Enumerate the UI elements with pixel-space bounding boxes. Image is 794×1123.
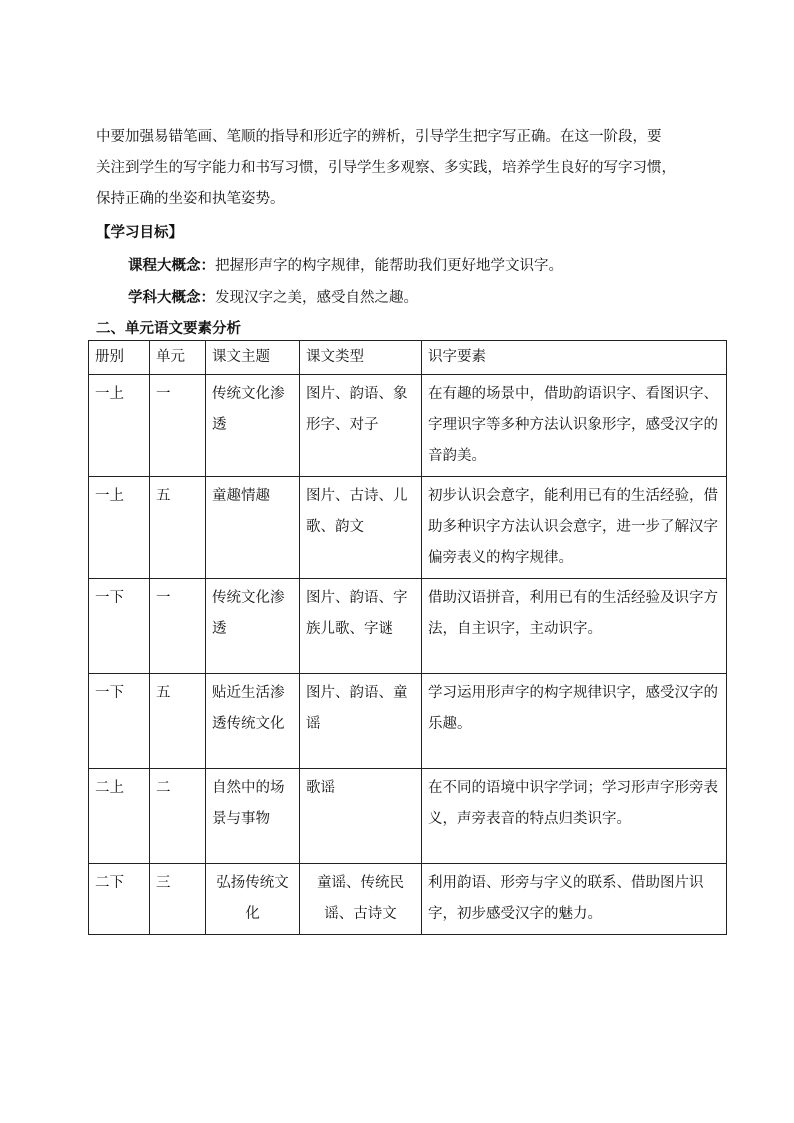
cell-elements: 利用韵语、形旁与字义的联系、借助图片识字，初步感受汉字的魅力。 — [422, 864, 727, 935]
cell-theme: 贴近生活渗透传统文化 — [206, 674, 300, 769]
table-row — [89, 477, 727, 579]
learning-goals-heading: 【学习目标】 — [96, 225, 183, 241]
intro-line: 中要加强易错笔画、笔顺的指导和形近字的辨析，引导学生把字写正确。在这一阶段，要 — [96, 129, 662, 145]
intro-line: 保持正确的坐姿和执笔姿势。 — [96, 191, 285, 207]
cell-book: 二下 — [89, 864, 150, 935]
table-row — [89, 769, 727, 864]
cell-elements: 学习运用形声字的构字规律识字，感受汉字的乐趣。 — [422, 674, 727, 769]
cell-unit: 一 — [150, 579, 206, 674]
cell-unit: 二 — [150, 769, 206, 864]
cell-type: 图片、韵语、象形字、对子 — [300, 375, 422, 477]
cell-book: 一下 — [89, 579, 150, 674]
header-unit: 单元 — [150, 341, 206, 375]
cell-unit: 五 — [150, 674, 206, 769]
cell-elements: 在不同的语境中识字学词；学习形声字形旁表义，声旁表音的特点归类识字。 — [422, 769, 727, 864]
table-row — [89, 579, 727, 674]
cell-theme: 童趣情趣 — [206, 477, 300, 579]
header-book: 册别 — [89, 341, 150, 375]
table-header-row — [89, 341, 727, 375]
table-row — [89, 674, 727, 769]
cell-book: 一上 — [89, 375, 150, 477]
subject-concept — [128, 286, 418, 307]
cell-type: 图片、韵语、童谣 — [300, 674, 422, 769]
cell-type: 图片、古诗、儿歌、韵文 — [300, 477, 422, 579]
cell-book: 一下 — [89, 674, 150, 769]
subject-concept-label: 学科大概念： — [128, 290, 215, 306]
section-2-heading: 二、单元语文要素分析 — [96, 321, 241, 337]
cell-book: 一上 — [89, 477, 150, 579]
cell-type: 图片、韵语、字族儿歌、字谜 — [300, 579, 422, 674]
cell-unit: 三 — [150, 864, 206, 935]
table-row — [89, 375, 727, 477]
intro-line: 关注到学生的写字能力和书写习惯，引导学生多观察、多实践，培养学生良好的写字习惯， — [96, 160, 676, 176]
table-row — [89, 864, 727, 935]
course-concept-label: 课程大概念： — [128, 258, 215, 274]
cell-elements: 在有趣的场景中，借助韵语识字、看图识字、字理识字等多种方法认识象形字，感受汉字的音韵美。 — [422, 375, 727, 477]
cell-elements: 初步认识会意字，能利用已有的生活经验，借助多种识字方法认识会意字，进一步了解汉字偏旁表义的构字规律。 — [422, 477, 727, 579]
course-concept-text: 把握形声字的构字规律，能帮助我们更好地学文识字。 — [215, 258, 563, 274]
cell-elements: 借助汉语拼音，利用已有的生活经验及识字方法，自主识字，主动识字。 — [422, 579, 727, 674]
cell-unit: 一 — [150, 375, 206, 477]
course-concept — [128, 254, 563, 275]
cell-theme: 自然中的场景与事物 — [206, 769, 300, 864]
cell-unit: 五 — [150, 477, 206, 579]
unit-elements-table — [88, 340, 727, 935]
header-type: 课文类型 — [300, 341, 422, 375]
cell-type: 歌谣 — [300, 769, 422, 864]
cell-book: 二上 — [89, 769, 150, 864]
subject-concept-text: 发现汉字之美，感受自然之趣。 — [215, 290, 418, 306]
cell-type: 童谣、传统民谣、古诗文 — [300, 864, 422, 935]
header-elements: 识字要素 — [422, 341, 727, 375]
cell-theme: 弘扬传统文化 — [206, 864, 300, 935]
header-theme: 课文主题 — [206, 341, 300, 375]
cell-theme: 传统文化渗透 — [206, 375, 300, 477]
intro-paragraph — [96, 122, 716, 215]
cell-theme: 传统文化渗透 — [206, 579, 300, 674]
